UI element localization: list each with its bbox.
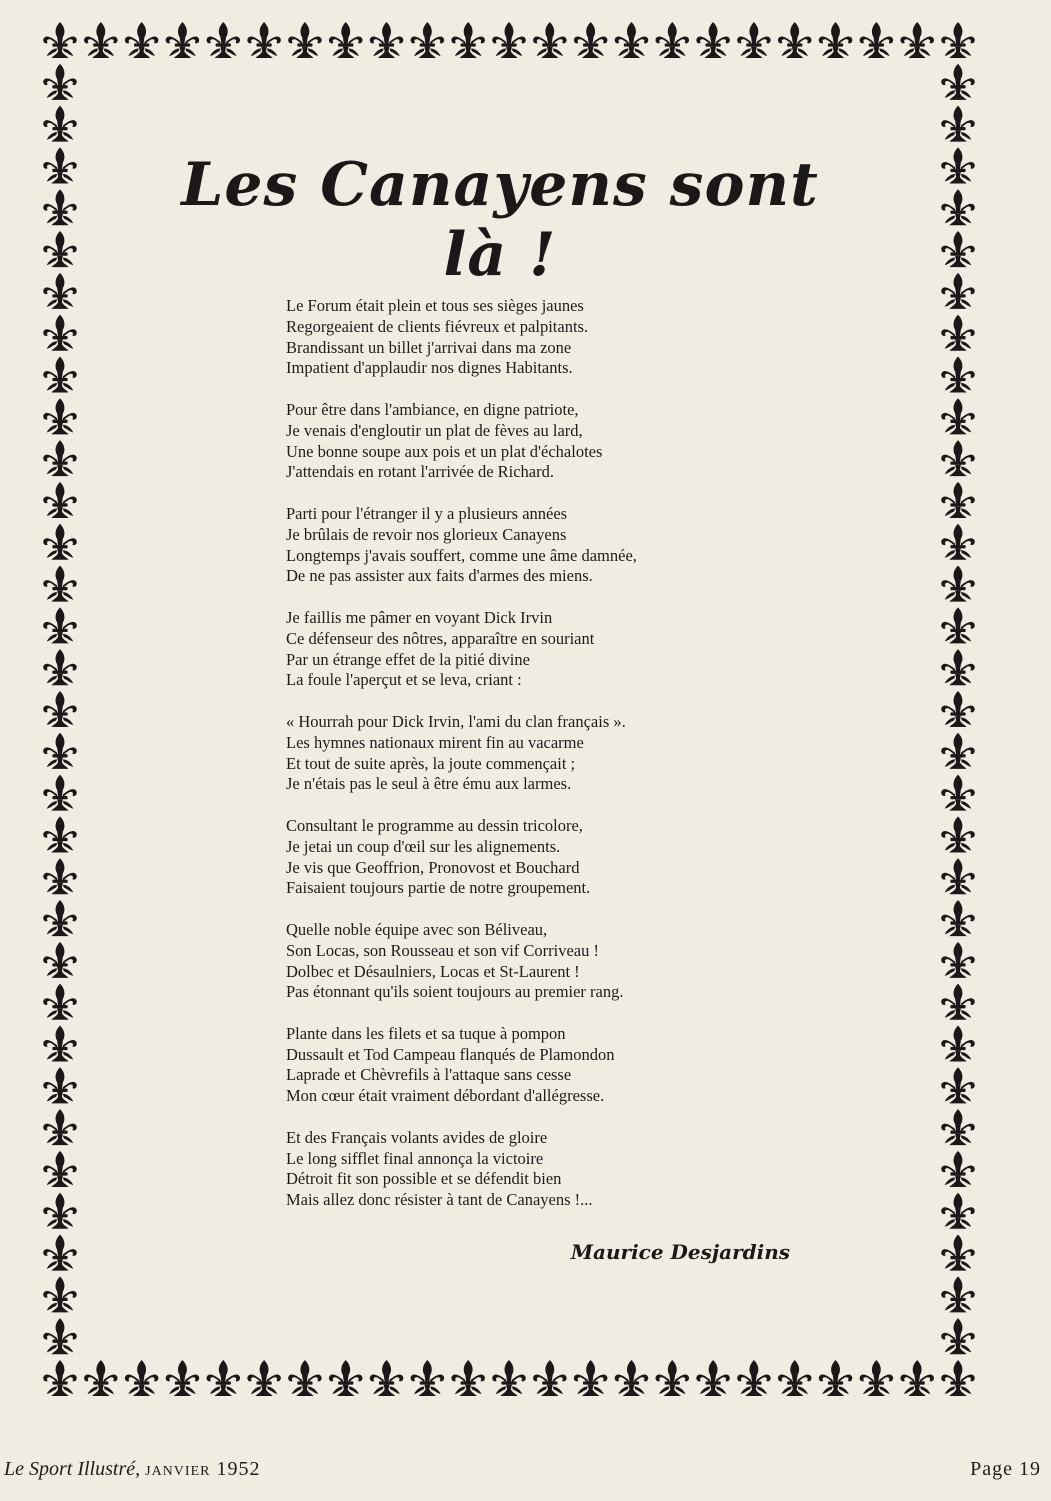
fleur-de-lis-icon <box>533 22 567 58</box>
poem-stanza <box>286 816 846 899</box>
fleur-de-lis-icon <box>941 64 975 100</box>
fleur-de-lis-icon <box>941 398 975 434</box>
fleur-de-lis-icon <box>43 106 77 142</box>
poem-line: Quelle noble équipe avec son Béliveau, <box>286 919 548 939</box>
fleur-de-lis-icon <box>941 273 975 309</box>
fleur-de-lis-icon <box>43 984 77 1020</box>
fleur-de-lis-icon <box>43 398 77 434</box>
poem-line: Je brûlais de revoir nos glorieux Canayens <box>286 524 567 544</box>
fleur-de-lis-icon <box>941 566 975 602</box>
poem-line: Regorgeaient de clients fiévreux et palpitants. <box>286 316 589 336</box>
poem-body <box>286 296 846 1232</box>
fleur-de-lis-icon <box>43 1151 77 1187</box>
poem-line: Et tout de suite après, la joute commençait ; <box>286 753 576 773</box>
poem-stanza <box>286 296 846 379</box>
fleur-de-lis-icon <box>43 315 77 351</box>
fleur-de-lis-icon <box>411 1360 445 1396</box>
fleur-de-lis-icon <box>84 1360 118 1396</box>
poem-line: Les hymnes nationaux mirent fin au vacarme <box>286 732 584 752</box>
fleur-de-lis-icon <box>247 1360 281 1396</box>
fleur-de-lis-icon <box>615 22 649 58</box>
fleur-de-lis-icon <box>43 1193 77 1229</box>
fleur-de-lis-icon <box>43 607 77 643</box>
fleur-de-lis-icon <box>778 22 812 58</box>
fleur-de-lis-icon <box>941 775 975 811</box>
poem-line: Je jetai un coup d'œil sur les alignements. <box>286 836 561 856</box>
fleur-de-lis-icon <box>43 1109 77 1145</box>
poem-line: Détroit fit son possible et se défendit bien <box>286 1169 562 1189</box>
fleur-de-lis-icon <box>43 482 77 518</box>
fleur-de-lis-icon <box>941 1276 975 1312</box>
fleur-de-lis-icon <box>941 1025 975 1061</box>
poem-line: Je n'étais pas le seul à être ému aux larmes. <box>286 774 572 794</box>
fleur-de-lis-icon <box>207 1360 241 1396</box>
poem-line: Dussault et Tod Campeau flanqués de Plamondon <box>286 1044 615 1064</box>
fleur-de-lis-icon <box>941 1151 975 1187</box>
fleur-de-lis-icon <box>43 733 77 769</box>
fleur-de-lis-icon <box>615 1360 649 1396</box>
fleur-de-lis-icon <box>941 1109 975 1145</box>
poem-line: Mais allez donc résister à tant de Canayens !... <box>286 1190 593 1210</box>
poem-line: Je venais d'engloutir un plat de fèves au lard, <box>286 420 583 440</box>
fleur-de-lis-icon <box>166 1360 200 1396</box>
poem-line: J'attendais en rotant l'arrivée de Richard. <box>286 462 555 482</box>
poem-line: Le Forum était plein et tous ses sièges jaunes <box>286 296 584 315</box>
fleur-de-lis-icon <box>941 440 975 476</box>
publication-footer <box>4 1458 260 1481</box>
fleur-de-lis-icon <box>43 900 77 936</box>
fleur-de-lis-icon <box>656 1360 690 1396</box>
fleur-de-lis-icon <box>43 649 77 685</box>
fleur-de-lis-icon <box>941 900 975 936</box>
fleur-de-lis-icon <box>411 22 445 58</box>
fleur-de-lis-icon <box>43 775 77 811</box>
fleur-de-lis-icon <box>941 524 975 560</box>
fleur-de-lis-icon <box>43 566 77 602</box>
fleur-de-lis-icon <box>370 22 404 58</box>
publication-date: janvier 1952 <box>145 1458 261 1480</box>
poem-line: Le long sifflet final annonça la victoire <box>286 1148 544 1168</box>
fleur-de-lis-icon <box>941 1360 975 1396</box>
fleur-de-lis-icon <box>860 1360 894 1396</box>
poem-stanza <box>286 920 846 1003</box>
fleur-de-lis-icon <box>125 22 159 58</box>
fleur-de-lis-icon <box>43 1360 77 1396</box>
fleur-de-lis-icon <box>492 1360 526 1396</box>
poem-line: Brandissant un billet j'arrivai dans ma zone <box>286 337 572 357</box>
poem-line: La foule l'aperçut et se leva, criant : <box>286 670 522 690</box>
fleur-de-lis-icon <box>43 356 77 392</box>
fleur-de-lis-icon <box>860 22 894 58</box>
fleur-de-lis-icon <box>941 858 975 894</box>
poem-line: Mon cœur était vraiment débordant d'allégresse. <box>286 1086 605 1106</box>
publication-name: Le Sport Illustré, <box>4 1458 141 1480</box>
fleur-de-lis-icon <box>43 440 77 476</box>
poem-stanza <box>286 608 846 691</box>
fleur-de-lis-icon <box>941 106 975 142</box>
poem-line: Pour être dans l'ambiance, en digne patriote, <box>286 399 579 419</box>
fleur-de-lis-icon <box>941 691 975 727</box>
fleur-de-lis-icon <box>43 858 77 894</box>
fleur-de-lis-icon <box>43 1276 77 1312</box>
fleur-de-lis-icon <box>900 1360 934 1396</box>
poem-line: Plante dans les filets et sa tuque à pompon <box>286 1023 566 1043</box>
fleur-de-lis-icon <box>941 1318 975 1354</box>
fleur-de-lis-icon <box>574 22 608 58</box>
fleur-de-lis-icon <box>43 189 77 225</box>
fleur-de-lis-icon <box>941 231 975 267</box>
fleur-de-lis-icon <box>207 22 241 58</box>
poem-stanza <box>286 712 846 795</box>
fleur-de-lis-icon <box>696 22 730 58</box>
fleur-de-lis-icon <box>941 1067 975 1103</box>
fleur-de-lis-icon <box>125 1360 159 1396</box>
fleur-de-lis-icon <box>43 1318 77 1354</box>
poem-line: Faisaient toujours partie de notre groupement. <box>286 878 591 898</box>
fleur-de-lis-icon <box>329 22 363 58</box>
fleur-de-lis-icon <box>451 22 485 58</box>
fleur-de-lis-icon <box>900 22 934 58</box>
fleur-de-lis-icon <box>696 1360 730 1396</box>
fleur-de-lis-icon <box>43 273 77 309</box>
fleur-de-lis-icon <box>737 1360 771 1396</box>
poem-line: Son Locas, son Rousseau et son vif Corriveau ! <box>286 940 599 960</box>
poem-line: Et des Français volants avides de gloire <box>286 1127 548 1147</box>
poem-line: Par un étrange effet de la pitié divine <box>286 649 530 669</box>
fleur-de-lis-icon <box>288 22 322 58</box>
poem-line: Pas étonnant qu'ils soient toujours au premier rang. <box>286 982 624 1002</box>
fleur-de-lis-icon <box>370 1360 404 1396</box>
fleur-de-lis-icon <box>451 1360 485 1396</box>
fleur-de-lis-icon <box>43 816 77 852</box>
fleur-de-lis-icon <box>492 22 526 58</box>
fleur-de-lis-icon <box>43 147 77 183</box>
fleur-de-lis-icon <box>941 1235 975 1271</box>
fleur-de-lis-icon <box>43 942 77 978</box>
fleur-de-lis-icon <box>941 315 975 351</box>
fleur-de-lis-icon <box>43 1235 77 1271</box>
fleur-de-lis-icon <box>941 1193 975 1229</box>
fleur-de-lis-icon <box>288 1360 322 1396</box>
poem-line: Longtemps j'avais souffert, comme une âme damnée, <box>286 545 637 565</box>
fleur-de-lis-icon <box>43 64 77 100</box>
fleur-de-lis-icon <box>43 691 77 727</box>
fleur-de-lis-icon <box>84 22 118 58</box>
fleur-de-lis-icon <box>656 22 690 58</box>
fleur-de-lis-icon <box>43 524 77 560</box>
fleur-de-lis-icon <box>941 607 975 643</box>
poem-line: Impatient d'applaudir nos dignes Habitants. <box>286 358 573 378</box>
fleur-de-lis-icon <box>941 482 975 518</box>
poem-stanza <box>286 504 846 587</box>
fleur-de-lis-icon <box>819 1360 853 1396</box>
page-title: Les Canayens sont là ! <box>181 150 819 290</box>
fleur-de-lis-icon <box>941 356 975 392</box>
fleur-de-lis-icon <box>778 1360 812 1396</box>
fleur-de-lis-icon <box>43 22 77 58</box>
poem-line: Ce défenseur des nôtres, apparaître en souriant <box>286 628 595 648</box>
fleur-de-lis-icon <box>941 147 975 183</box>
fleur-de-lis-icon <box>737 22 771 58</box>
fleur-de-lis-icon <box>574 1360 608 1396</box>
poem-line: Consultant le programme au dessin tricolore, <box>286 815 583 835</box>
fleur-de-lis-icon <box>819 22 853 58</box>
poem-line: « Hourrah pour Dick Irvin, l'ami du clan français ». <box>286 711 626 731</box>
poem-line: Une bonne soupe aux pois et un plat d'échalotes <box>286 441 603 461</box>
poem-line: Je vis que Geoffrion, Pronovost et Bouchard <box>286 857 580 877</box>
fleur-de-lis-icon <box>43 1067 77 1103</box>
fleur-de-lis-icon <box>43 231 77 267</box>
poem-line: De ne pas assister aux faits d'armes des miens. <box>286 566 593 586</box>
fleur-de-lis-icon <box>247 22 281 58</box>
fleur-de-lis-icon <box>533 1360 567 1396</box>
poem-stanza <box>286 1024 846 1107</box>
poem-stanza <box>286 1128 846 1211</box>
fleur-de-lis-icon <box>166 22 200 58</box>
poem-line: Dolbec et Désaulniers, Locas et St-Laurent ! <box>286 961 580 981</box>
poem-line: Parti pour l'étranger il y a plusieurs années <box>286 503 568 523</box>
fleur-de-lis-icon <box>941 984 975 1020</box>
fleur-de-lis-icon <box>941 816 975 852</box>
poem-line: Je faillis me pâmer en voyant Dick Irvin <box>286 607 553 627</box>
poem-line: Laprade et Chèvrefils à l'attaque sans cesse <box>286 1065 572 1085</box>
poem-stanza <box>286 400 846 483</box>
fleur-de-lis-icon <box>941 22 975 58</box>
fleur-de-lis-icon <box>329 1360 363 1396</box>
fleur-de-lis-icon <box>941 942 975 978</box>
fleur-de-lis-icon <box>941 733 975 769</box>
author-signature: Maurice Desjardins <box>570 1240 790 1264</box>
fleur-de-lis-icon <box>941 189 975 225</box>
fleur-de-lis-icon <box>941 649 975 685</box>
page-number: Page 19 <box>970 1458 1041 1480</box>
fleur-de-lis-icon <box>43 1025 77 1061</box>
